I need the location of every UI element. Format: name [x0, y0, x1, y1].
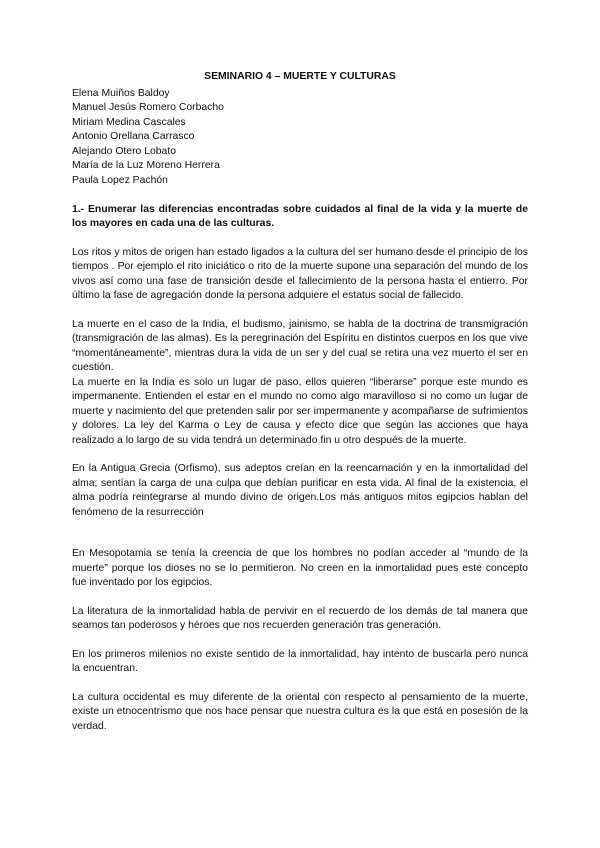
author-name: Paula Lopez Pachón — [72, 175, 168, 187]
author-name: Elena Muiños Baldoy — [72, 87, 170, 99]
paragraph-mesopotamia: En Mesopotamia se tenía la creencia de que los hombres no podían acceder al “mundo de la muerte” porque los dioses no se lo permitieron. No creen en la inmortalidad pues este concepto fue inventado por los egipcios. — [72, 548, 528, 589]
paragraph-literatura: La literatura de la inmortalidad habla de pervivir en el recuerdo de los demás de tal manera que seamos tan poderosos y héroes que nos recuerden generación tras generación. — [72, 605, 528, 632]
paragraph-milenios: En los primeros milenios no existe sentido de la inmortalidad, hay intento de buscarla pero nunca la encuentran. — [72, 648, 528, 675]
author-list — [72, 87, 528, 189]
question-heading: 1.- Enumerar las diferencias encontradas sobre cuidados al final de la vida y la muerte de los mayores en cada una de las culturas. — [72, 203, 528, 230]
author-name: Alejando Otero Lobato — [72, 145, 176, 157]
author-name: Manuel Jesús Romero Corbacho — [72, 102, 224, 114]
paragraph-grecia: En la Antigua Grecia (Orfismo), sus adeptos creían en la reencarnación y en la inmortalidad del alma; sentían la carga de una culpa que debían purificar en esta vida. Al final de la existencia, el alma podría reintegrarse al mundo divino de origen.Los más antiguos mitos egipcios hablan del fenómeno de la resurrección — [72, 463, 528, 518]
paragraph-india-transmigracion: La muerte en el caso de la India, el budismo, jainismo, se habla de la doctrina de transmigración (transmigración de las almas). Es la peregrinación del Espíritu en distintos cuerpos en los que vive “momentáneamente”, mientras dura la vida de un ser y del cual se retira una vez muerto el ser en cuestión. — [72, 318, 528, 374]
document-title: SEMINARIO 4 – MUERTE Y CULTURAS — [204, 71, 396, 82]
paragraph-ritos: Los ritos y mitos de origen han estado ligados a la cultura del ser humano desde el principio de los tiempos . Por ejemplo el rito iniciático o rito de la muerte supone una separación del mundo de los vivos así como una fase de transición desde el fallecimiento de la persona hasta el entierro. Por último la fase de agregación donde la persona adquiere el estatus social de fallecido. — [72, 246, 528, 302]
paragraph-india-karma: La muerte en la India es solo un lugar de paso, ellos quieren “liberarse” porque este mundo es impermanente. Entienden el estar en el mundo no como algo maravilloso si no como un lugar de muerte y nacimiento del que pretenden salir por ser impermanente y acompañarse de sufrimientos y dolores. La ley del Karma o Ley de causa y efecto dice que según las acciones que haya realizado a lo largo de su vida tendrá un determinado fin u otro después de la muerte. — [72, 376, 528, 446]
paragraph-occidental: La cultura occidental es muy diferente de la oriental con respecto al pensamiento de la muerte, existe un etnocentrismo que nos hace pensar que nuestra cultura es la que está en posesión de la verdad. — [72, 691, 528, 732]
document-page — [72, 70, 528, 734]
author-name: María de la Luz Moreno Herrera — [72, 160, 220, 172]
author-name: Antonio Orellana Carrasco — [72, 131, 195, 143]
author-name: Miriam Medina Cascales — [72, 116, 186, 128]
